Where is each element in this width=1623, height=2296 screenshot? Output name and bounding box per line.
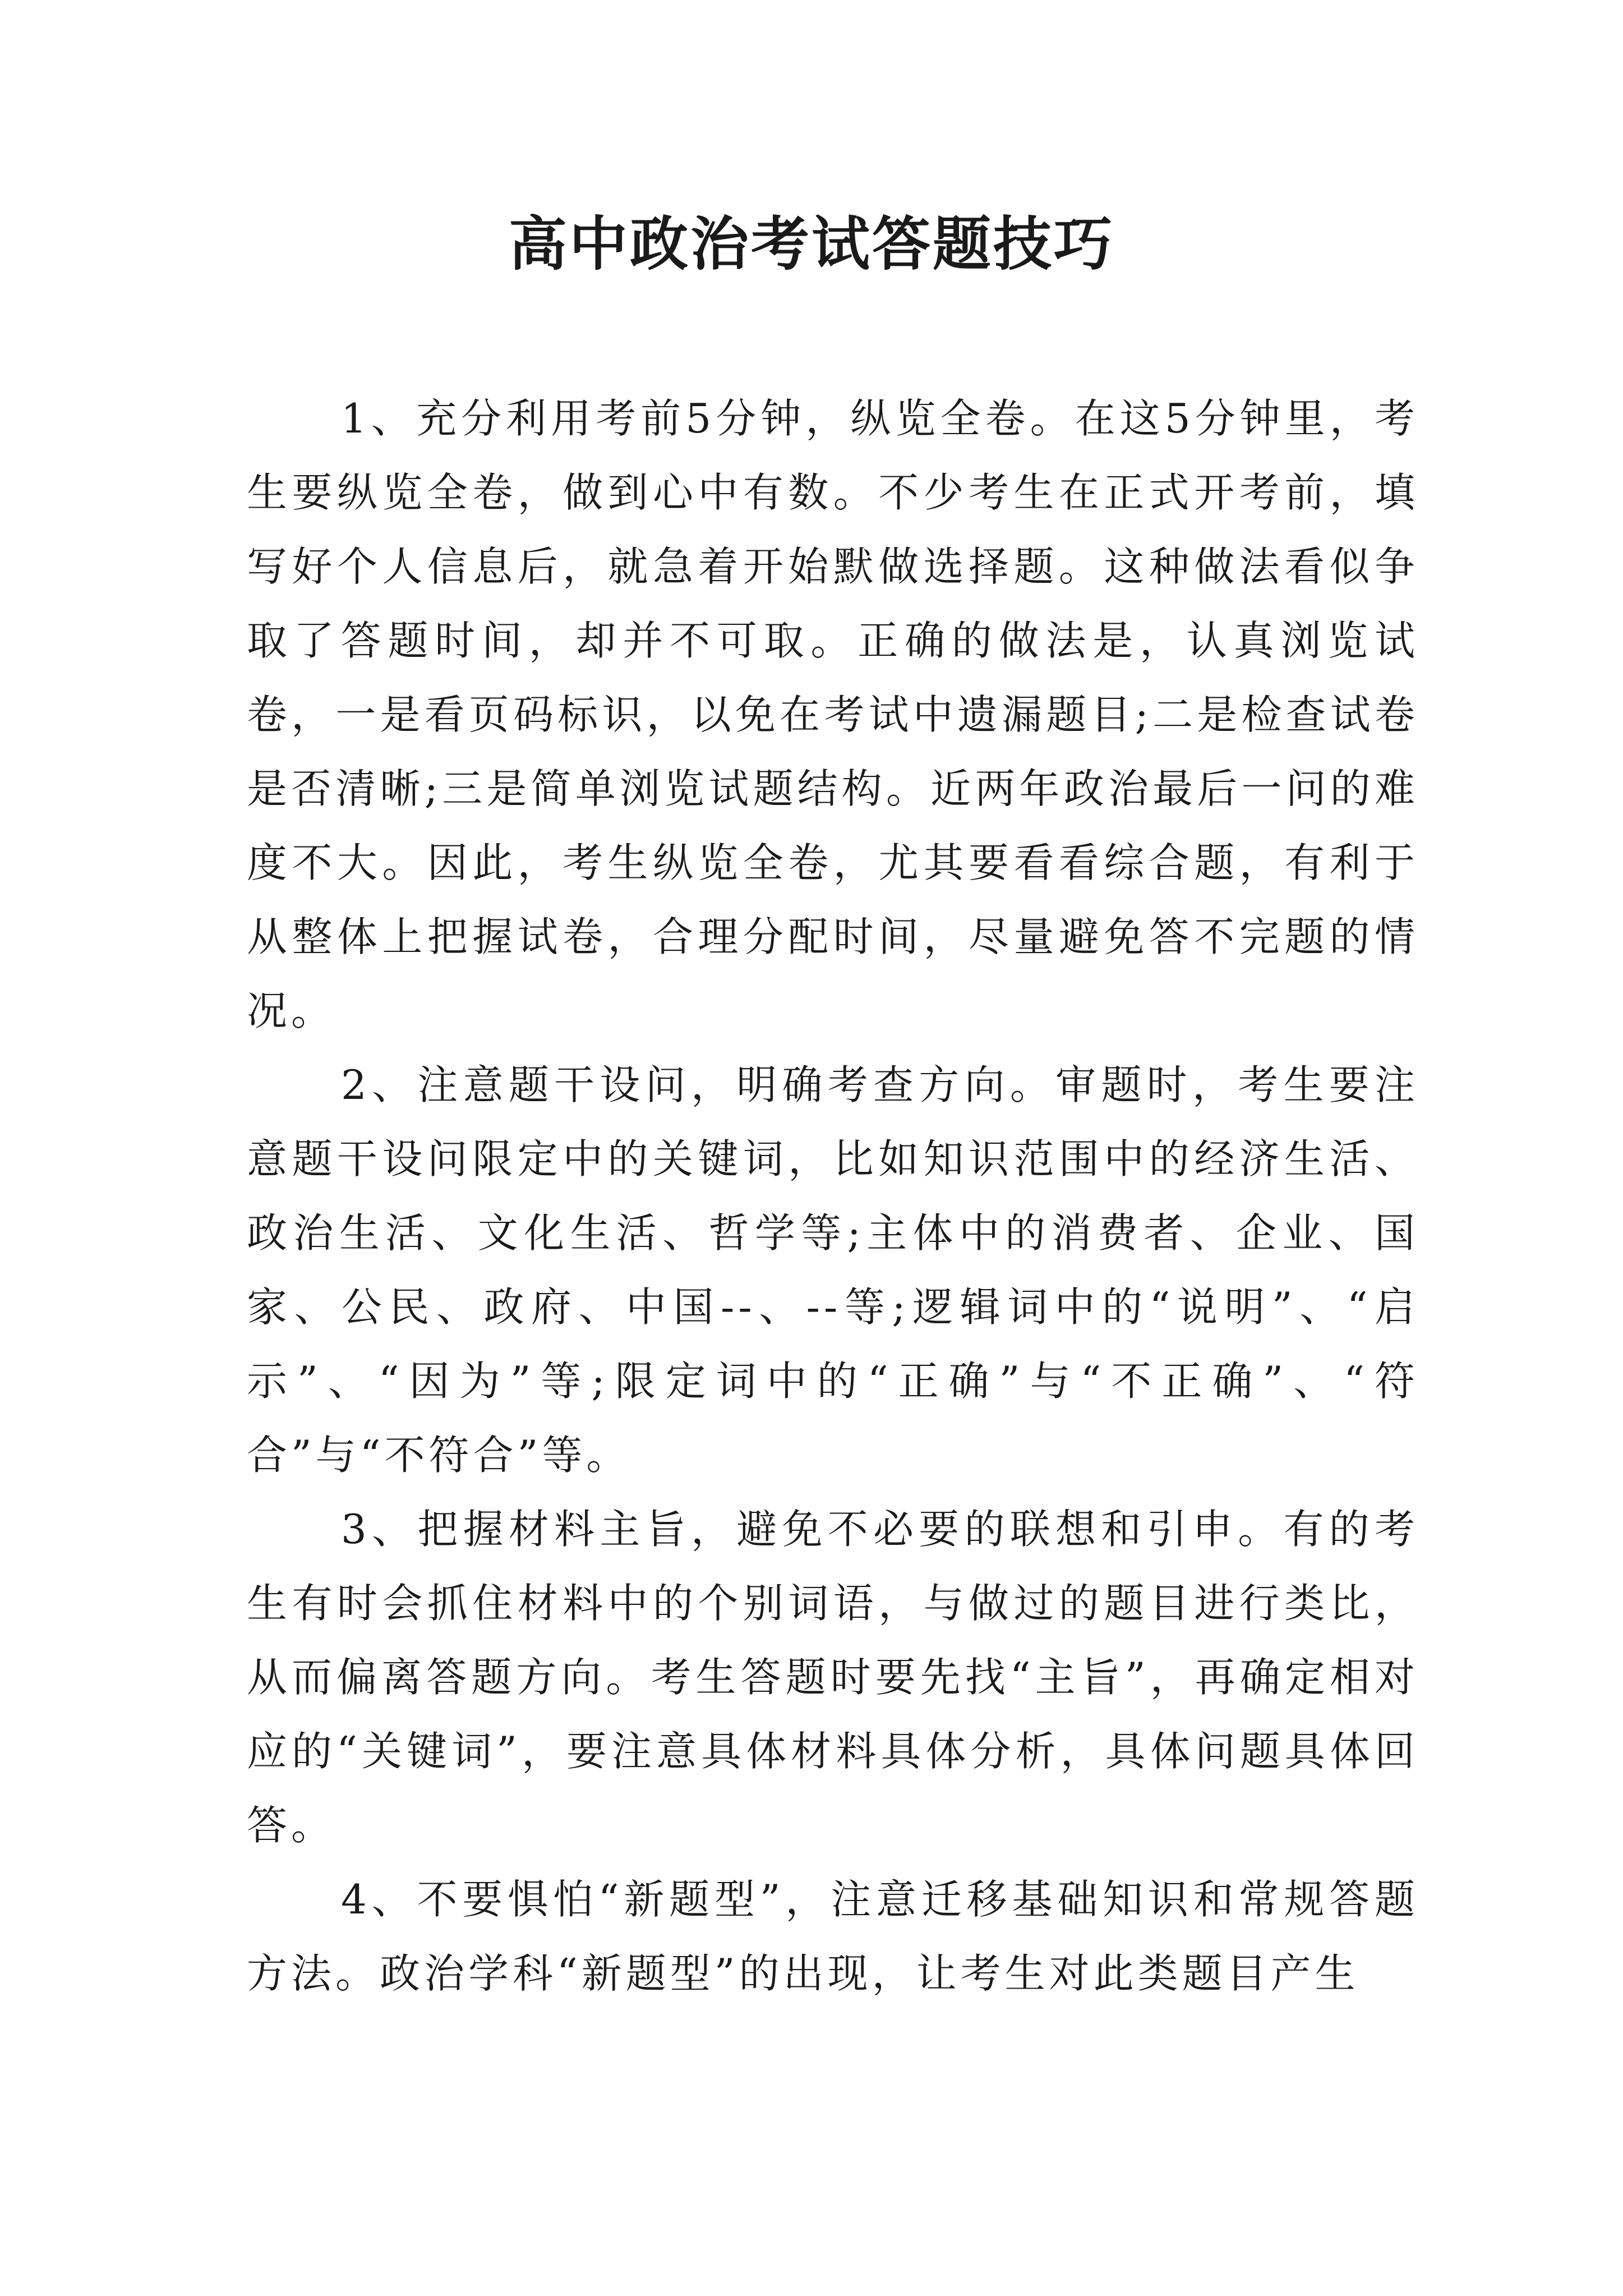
paragraph-4: 4、不要惧怕“新题型”，注意迁移基础知识和常规答题方法。政治学科“新题型”的出现，让考生对此类题目产生 [247, 1876, 1419, 1997]
document-body [247, 381, 1419, 2010]
paragraph-3: 3、把握材料主旨，避免不必要的联想和引申。有的考生有时会抓住材料中的个别词语，与做过的题目进行类比，从而偏离答题方向。考生答题时要先找“主旨”，再确定相对应的“关键词”，要注意具体材料具体分析，具体问题具体回答。 [247, 1506, 1419, 1849]
paragraph-1: 1、充分利用考前5分钟，纵览全卷。在这5分钟里，考生要纵览全卷，做到心中有数。不少考生在正式开考前，填写好个人信息后，就急着开始默做选择题。这种做法看似争取了答题时间，却并不可取。正确的做法是，认真浏览试卷，一是看页码标识，以免在考试中遗漏题目;二是检查试卷是否清晰;三是简单浏览试题结构。近两年政治最后一问的难度不大。因此，考生纵览全卷，尤其要看看综合题，有利于从整体上把握试卷，合理分配时间，尽量避免答不完题的情况。 [247, 395, 1419, 1034]
paragraph-2: 2、注意题干设问，明确考查方向。审题时，考生要注意题干设问限定中的关键词，比如知识范围中的经济生活、政治生活、文化生活、哲学等;主体中的消费者、企业、国家、公民、政府、中国--、--等;逻辑词中的“说明”、“启示”、“因为”等;限定词中的“正确”与“不正确”、“符合”与“不符合”等。 [247, 1061, 1419, 1479]
document-title: 高中政治考试答题技巧 [508, 209, 1114, 278]
